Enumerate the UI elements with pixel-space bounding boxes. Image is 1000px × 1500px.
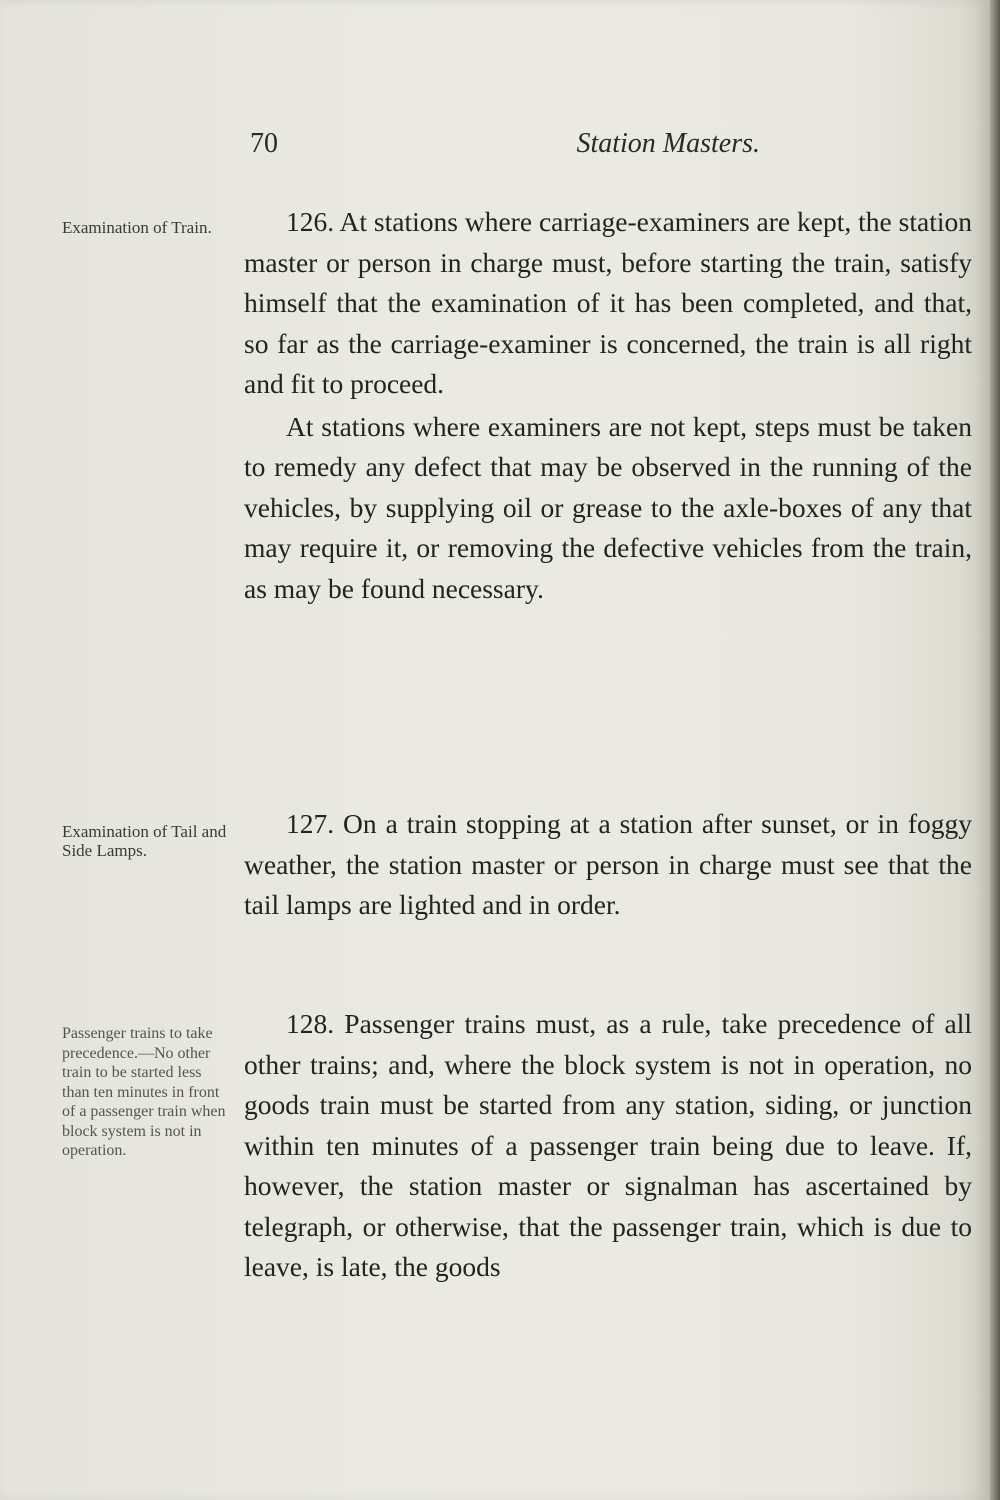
page-number: 70 xyxy=(250,128,278,159)
side-note-passenger-precedence: Passenger trains to take precedence.—No other train to be started less than ten minutes in front of a passenger train when block system is not in operation. xyxy=(62,1025,226,1159)
section-127 xyxy=(244,804,972,926)
section-128 xyxy=(244,1004,972,1288)
page-header xyxy=(250,128,760,168)
section-126 xyxy=(244,202,972,609)
side-note-tail-and-side-lamps: Examination of Tail and Side Lamps. xyxy=(62,822,227,860)
paragraph: At stations where examiners are not kept, steps must be taken to remedy any defect that may be observed in the running of the vehicles, by supplying oil or grease to the axle-boxes of any that may require it, or removing the defective vehicles from the train, as may be found necessary. xyxy=(244,410,972,604)
paragraph: 128. Passenger trains must, as a rule, take precedence of all other trains; and, where the block system is not in operation, no goods train must be started from any station, siding, or junction within ten minutes of a passenger train being due to leave. If, however, the station master or signalman has ascertained by telegraph, or otherwise, that the passenger train, which is due to leave, is late, the goods xyxy=(244,1008,972,1282)
running-title: Station Masters. xyxy=(576,128,760,159)
paragraph: 126. At stations where carriage-examiners are kept, the station master or person in charge must, before starting the train, satisfy himself that the examination of it has been completed, and that, so far as the carriage-examiner is concerned, the train is all right and fit to proceed. xyxy=(244,206,972,399)
paragraph: 127. On a train stopping at a station after sunset, or in foggy weather, the station master or person in charge must see that the tail lamps are lighted and in order. xyxy=(244,808,972,920)
side-note-examination-of-train: Examination of Train. xyxy=(62,218,212,237)
page-edge xyxy=(990,0,1000,1500)
